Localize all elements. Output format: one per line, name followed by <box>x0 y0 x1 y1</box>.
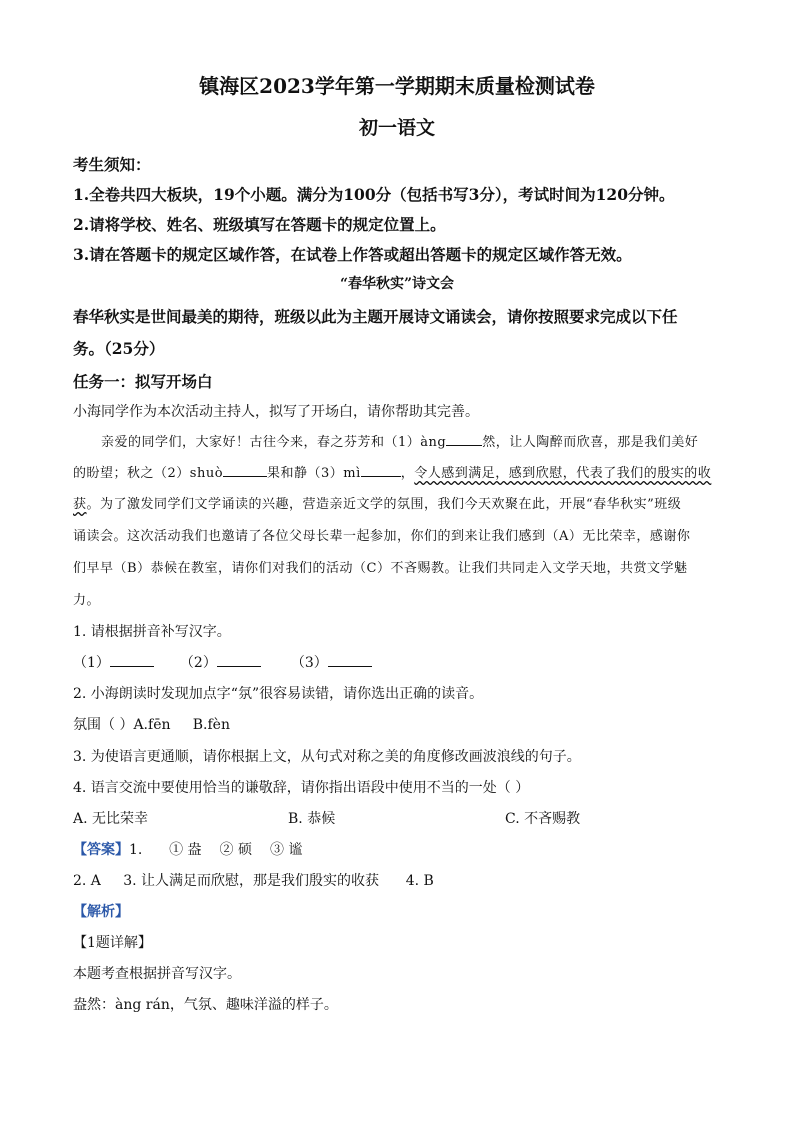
section-intro-line2: 务。（25分） <box>73 339 165 358</box>
passage-text: 果和静（3）mì <box>267 466 361 481</box>
answer-item: ③ 谧 <box>269 842 303 858</box>
question-1-blanks <box>73 652 723 672</box>
task1-description: 小海同学作为本次活动主持人，拟写了开场白，请你帮助其完善。 <box>73 404 479 420</box>
passage-line-3 <box>73 493 723 512</box>
option-a: 氛围（ ）A.fēn <box>73 717 171 733</box>
passage-text: 的盼望；秋之（2）shuò <box>73 466 224 481</box>
blank-2 <box>223 464 267 477</box>
answer-item: 4. B <box>405 873 434 889</box>
answer-line-2 <box>73 870 723 890</box>
analysis-example: 盎然：àng rán，气氛、趣味洋溢的样子。 <box>73 997 338 1013</box>
answer-prefix: 1. <box>129 842 143 858</box>
question-2: 2. 小海朗读时发现加点字“氛”很容易读错，请你选出正确的读音。 <box>73 686 484 702</box>
answer-item: 3. 让人满足而欣慰，那是我们殷实的收获 <box>123 873 379 889</box>
option-b: B.fèn <box>192 717 230 733</box>
analysis-label: 【解析】 <box>73 904 129 920</box>
notice-item-1: 1.全卷共四大板块，19个小题。满分为100分（包括书写3分），考试时间为120分钟。 <box>73 185 675 204</box>
analysis-detail-text: 本题考查根据拼音写汉字。 <box>73 966 241 982</box>
passage-text: 然，让人陶醉而欣喜，那是我们美好 <box>482 435 699 450</box>
section-intro-line1: 春华秋实是世间最美的期待，班级以此为主题开展诗文诵读会，请你按照要求完成以下任 <box>73 307 678 326</box>
blank-label: （3） <box>290 655 328 671</box>
passage-text: ， <box>400 466 415 481</box>
answer-label: 【答案】 <box>73 842 129 858</box>
analysis-detail-heading: 【1题详解】 <box>73 935 152 951</box>
exam-subtitle: 初一语文 <box>358 117 435 139</box>
passage-text: 亲爱的同学们，大家好！古往今来，春之芬芳和（1）àng <box>101 435 447 450</box>
passage-line-6: 力。 <box>73 593 101 608</box>
option-b: B. 恭候 <box>288 811 336 827</box>
answer-blank <box>217 654 261 667</box>
passage-line-1 <box>101 431 721 450</box>
option-a: A. 无比荣幸 <box>73 811 149 827</box>
exam-title: 镇海区2023学年第一学期期末质量检测试卷 <box>199 74 595 98</box>
answer-blank <box>328 654 372 667</box>
passage-line-2 <box>73 462 723 481</box>
blank-1 <box>446 433 482 446</box>
notice-heading: 考生须知： <box>73 155 151 174</box>
task1-heading: 任务一：拟写开场白 <box>73 372 213 391</box>
notice-item-3: 3.请在答题卡的规定区域作答，在试卷上作答或超出答题卡的规定区域作答无效。 <box>73 245 632 264</box>
section-title: “春华秋实”诗文会 <box>339 276 455 292</box>
blank-label: （1） <box>73 655 110 671</box>
answer-blank <box>110 654 154 667</box>
question-4: 4. 语言交流中要使用恰当的谦敬辞，请你指出语段中使用不当的一处（ ） <box>73 780 530 796</box>
answer-item: ① 盎 <box>169 842 202 858</box>
option-c: C. 不吝赐教 <box>505 811 581 827</box>
answer-item: 2. A <box>73 873 101 889</box>
question-3: 3. 为使语言更通顺，请你根据上文，从句式对称之美的角度修改画波浪线的句子。 <box>73 749 581 765</box>
blank-3 <box>361 464 401 477</box>
passage-line-4: 诵读会。这次活动我们也邀请了各位父母长辈一起参加，你们的到来让我们感到（A）无比荣幸，感谢你 <box>73 529 691 544</box>
answer-line-1 <box>73 839 723 859</box>
blank-label: （2） <box>179 655 217 671</box>
question-1: 1. 请根据拼音补写汉字。 <box>73 624 231 640</box>
passage-text: 。为了激发同学们文学诵读的兴趣，营造亲近文学的氛围，我们今天欢聚在此，开展“春华秋实”班级 <box>86 497 682 512</box>
question-2-options <box>73 714 723 734</box>
wavy-sentence-end: 获 <box>73 497 87 512</box>
notice-item-2: 2.请将学校、姓名、班级填写在答题卡的规定位置上。 <box>73 215 446 234</box>
passage-line-5: 们早早（B）恭候在教室，请你们对我们的活动（C）不吝赐教。让我们共同走入文学天地，共赏文学魅 <box>73 561 688 576</box>
answer-item: ② 硕 <box>219 842 252 858</box>
wavy-sentence: 令人感到满足，感到欣慰，代表了我们的殷实的收 <box>414 466 712 481</box>
